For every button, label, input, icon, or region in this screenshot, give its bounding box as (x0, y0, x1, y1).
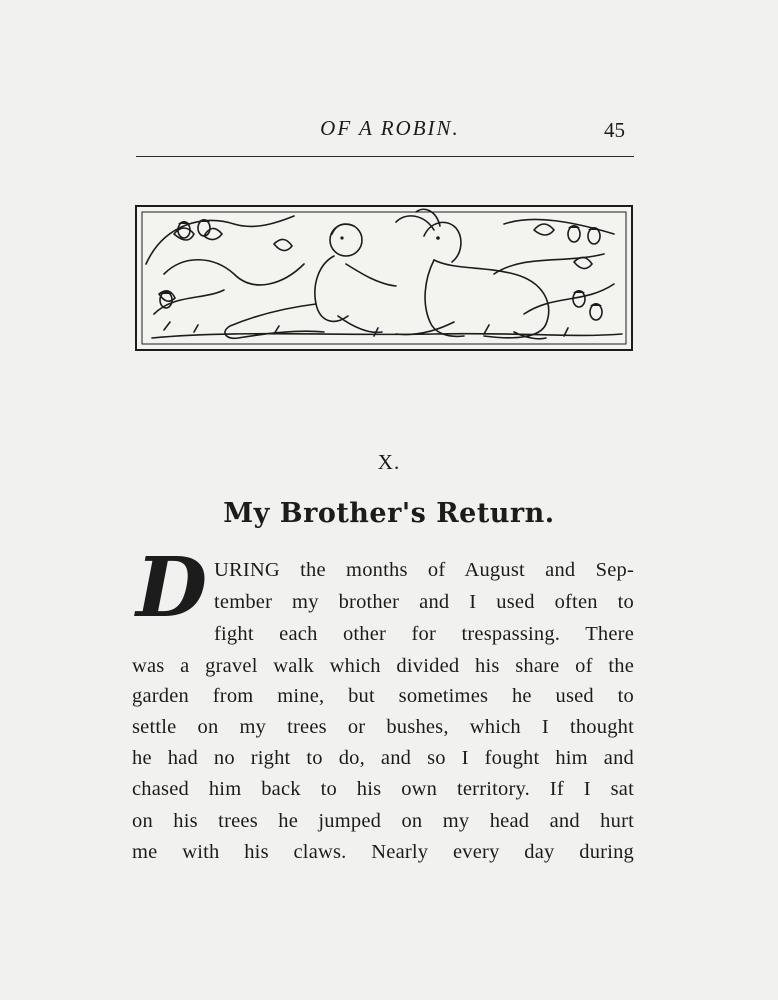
running-title: OF A ROBIN. (320, 116, 460, 140)
body-line-2: tember my brother and I used often to (214, 591, 634, 613)
running-head (0, 112, 778, 142)
body-line-3: fight each other for trespassing. There (214, 623, 634, 645)
body-line-9: on his trees he jumped on my head and hurt (132, 810, 634, 832)
drop-cap-letter: D (136, 540, 208, 636)
header-rule (136, 156, 634, 157)
body-line-4: was a gravel walk which divided his share of the (132, 655, 634, 677)
ornamental-headpiece-illustration (134, 204, 634, 352)
body-line-8: chased him back to his own territory. If I sat (132, 778, 634, 800)
page-number: 45 (604, 118, 625, 142)
body-line-1: URING the months of August and Sep- (214, 559, 634, 581)
body-line-10: me with his claws. Nearly every day during (132, 841, 634, 863)
body-line-7: he had no right to do, and so I fought him and (132, 747, 634, 769)
chapter-number: X. (377, 450, 401, 474)
chapter-title: My Brother's Return. (223, 498, 555, 529)
drop-cap (132, 540, 208, 637)
body-line-6: settle on my trees or bushes, which I thought (132, 716, 634, 738)
body-line-5: garden from mine, but sometimes he used to (132, 685, 634, 707)
